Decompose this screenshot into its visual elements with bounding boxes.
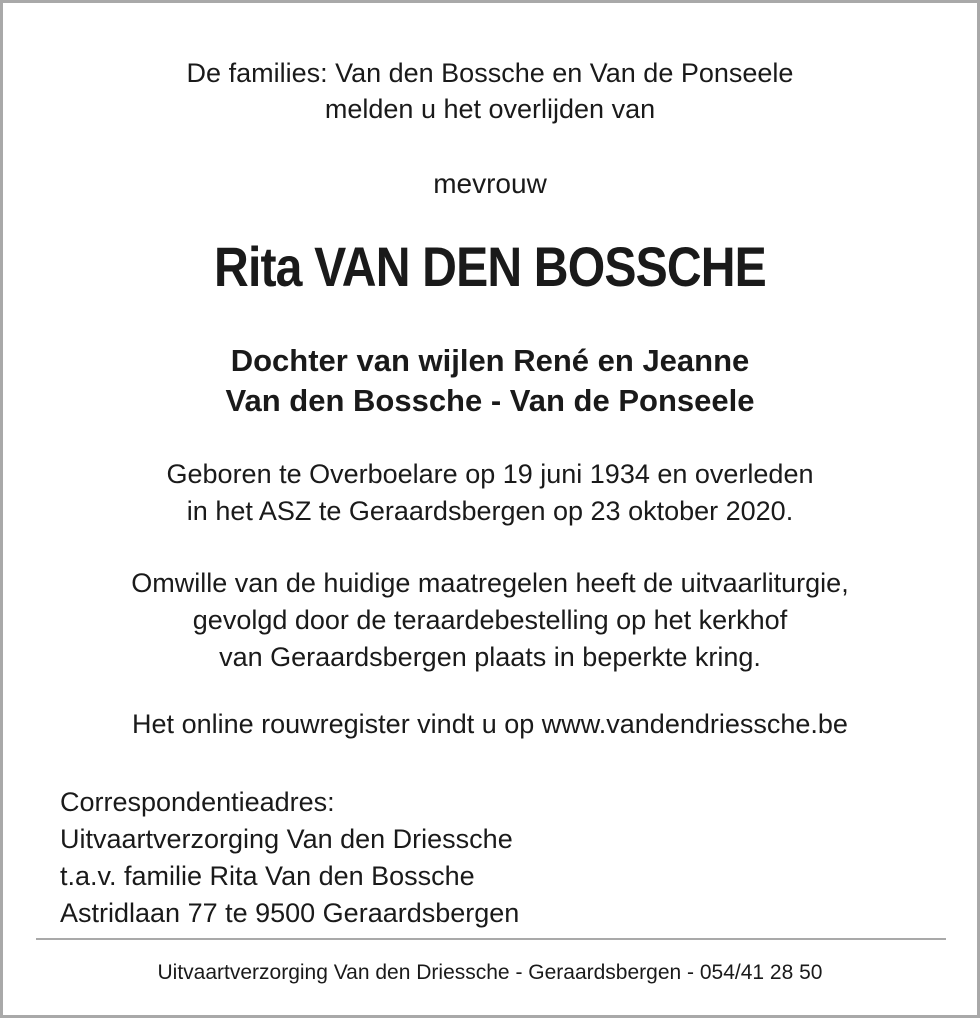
correspondence-address [60,784,519,932]
intro-line: melden u het overlijden van [324,94,656,124]
parents-text [3,341,977,421]
ceremony-line: van Geraardsbergen plaats in beperkte kring. [219,642,761,672]
address-line: t.a.v. familie Rita Van den Bossche [60,861,475,891]
address-line: Correspondentieadres: [60,787,335,817]
footer-text: Uitvaartverzorging Van den Driessche - Geraardsbergen - 054/41 28 50 [157,961,823,984]
footer-divider [36,938,946,940]
deceased-name: Rita VAN DEN BOSSCHE [214,235,766,298]
birth-death-text [3,456,977,530]
ceremony-line: gevolgd door de teraardebestelling op het kerkhof [192,605,788,635]
honorific-title: mevrouw [433,168,547,199]
parents-line: Dochter van wijlen René en Jeanne [230,343,750,378]
online-register-text: Het online rouwregister vindt u op www.vandendriessche.be [132,709,848,739]
intro-line: De families: Van den Bossche en Van de Ponseele [186,58,794,88]
notice-content [3,3,977,1015]
address-line: Uitvaartverzorging Van den Driessche [60,824,513,854]
parents-line: Van den Bossche - Van de Ponseele [225,383,755,418]
birth-line: in het ASZ te Geraardsbergen op 23 oktober 2020. [186,496,794,526]
address-line: Astridlaan 77 te 9500 Geraardsbergen [60,898,520,928]
intro-text [3,55,977,127]
ceremony-text [3,565,977,676]
ceremony-line: Omwille van de huidige maatregelen heeft de uitvaarliturgie, [131,568,849,598]
birth-line: Geboren te Overboelare op 19 juni 1934 en overleden [166,459,814,489]
